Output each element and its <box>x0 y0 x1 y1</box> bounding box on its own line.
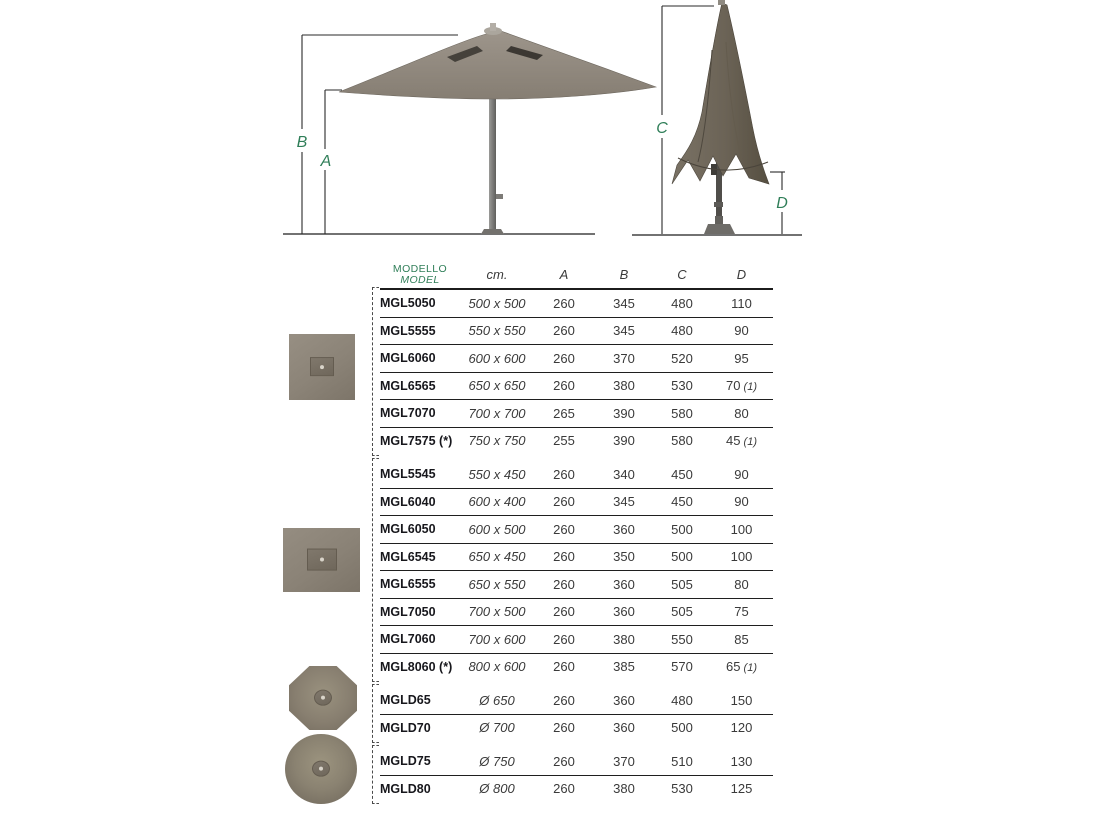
canopy-hub <box>312 761 330 777</box>
model-name: MGL5545 <box>380 467 436 482</box>
finial <box>490 23 496 31</box>
size-value: 650 x 550 <box>468 576 526 592</box>
dim-a-value: 260 <box>553 494 575 510</box>
dim-a-value: 260 <box>553 576 575 592</box>
dim-a-value: 260 <box>553 604 575 620</box>
umbrella-canopy <box>339 31 656 99</box>
header-b: B <box>619 267 629 282</box>
size-value: 700 x 500 <box>468 604 526 620</box>
dim-c-value: 480 <box>671 692 693 708</box>
model-name: MGL5050 <box>380 296 436 311</box>
dim-a-value: 260 <box>553 521 575 537</box>
dim-a-value: 260 <box>553 295 575 311</box>
model-name: MGL5555 <box>380 323 436 338</box>
dim-d-label: D <box>776 195 788 212</box>
dim-b-value: 380 <box>613 378 635 394</box>
table-row <box>380 345 773 373</box>
size-value: 500 x 500 <box>468 295 526 311</box>
header-modello: MODELLO <box>392 262 448 275</box>
table-row <box>380 544 773 572</box>
dim-a-value: 260 <box>553 466 575 482</box>
open-umbrella-diagram <box>283 23 656 234</box>
dim-b-value: 345 <box>613 295 635 311</box>
dim-b-value: 390 <box>613 405 635 421</box>
umbrella-base <box>481 229 504 234</box>
hub-dot <box>321 696 325 700</box>
dim-a-value: 260 <box>553 692 575 708</box>
dim-c-value: 580 <box>671 433 693 449</box>
dim-d-value: 65 (1) <box>726 659 757 675</box>
dim-d-value: 95 <box>734 350 749 366</box>
model-name: MGL6050 <box>380 522 436 537</box>
dim-c-value: 480 <box>671 295 693 311</box>
dim-b-value: 370 <box>613 350 635 366</box>
size-value: Ø 650 <box>479 692 515 708</box>
canopy-hub <box>310 357 334 376</box>
dim-b-value: 360 <box>613 576 635 592</box>
umbrella-top-view-octagon <box>289 666 357 730</box>
pole-clamp <box>714 202 723 207</box>
dim-c-value: 510 <box>671 753 693 769</box>
dim-b-value: 380 <box>613 781 635 797</box>
closed-base <box>704 224 735 234</box>
model-name: MGL7060 <box>380 632 436 647</box>
closed-finial <box>718 0 725 5</box>
closed-umbrella-diagram <box>632 0 802 235</box>
dim-c-value: 505 <box>671 576 693 592</box>
hub-dot <box>320 365 324 369</box>
dim-a-value: 255 <box>553 433 575 449</box>
dim-c-value: 570 <box>671 659 693 675</box>
model-name: MGL7575 (*) <box>380 433 453 448</box>
dim-b-value: 340 <box>613 466 635 482</box>
dim-b-value: 390 <box>613 433 635 449</box>
size-value: 600 x 600 <box>468 350 526 366</box>
dim-d-value: 45 (1) <box>726 433 757 449</box>
base-stem <box>715 216 723 225</box>
size-value: 700 x 700 <box>468 405 526 421</box>
spec-table <box>372 261 773 809</box>
crank-handle <box>496 194 503 199</box>
dim-b-value: 350 <box>613 549 635 565</box>
size-value: 550 x 550 <box>468 323 526 339</box>
dim-c-value: 480 <box>671 323 693 339</box>
dim-a-value: 260 <box>553 323 575 339</box>
size-value: 600 x 400 <box>468 494 526 510</box>
dim-a-value: 260 <box>553 549 575 565</box>
dim-d-value: 75 <box>734 604 749 620</box>
dim-c-value: 530 <box>671 781 693 797</box>
dim-a-label: A <box>320 153 332 170</box>
model-group-rectangle <box>380 461 773 680</box>
model-group-round <box>380 748 773 802</box>
footnote-mark: (1) <box>740 381 757 394</box>
dim-a-value: 260 <box>553 753 575 769</box>
dim-b-value: 360 <box>613 720 635 736</box>
umbrella-top-view-square <box>289 334 355 400</box>
model-column-header <box>380 264 460 286</box>
table-row <box>380 428 773 455</box>
size-value: Ø 700 <box>479 720 515 736</box>
model-name: MGL7050 <box>380 604 436 619</box>
size-value: 800 x 600 <box>468 659 526 675</box>
table-row <box>380 626 773 654</box>
umbrella-cover <box>672 3 769 184</box>
dim-d-value: 90 <box>734 466 749 482</box>
dim-c-value: 500 <box>671 720 693 736</box>
dim-d-value: 110 <box>731 295 752 311</box>
dim-c-label: C <box>656 120 668 137</box>
table-row <box>380 687 773 715</box>
canopy-hub <box>307 549 337 571</box>
hub-dot <box>320 558 324 562</box>
dim-b-value: 385 <box>613 659 635 675</box>
dim-d-value: 100 <box>730 521 753 537</box>
dim-b-value: 370 <box>613 753 635 769</box>
canopy-hub <box>314 690 332 706</box>
dim-d-value: 85 <box>734 631 749 647</box>
model-name: MGL6545 <box>380 549 436 564</box>
dim-d-value: 90 <box>734 323 749 339</box>
model-name: MGL8060 (*) <box>380 659 453 674</box>
dim-c-value: 500 <box>671 549 693 565</box>
table-row <box>380 516 773 544</box>
dim-b-value: 345 <box>613 323 635 339</box>
dim-b-value: 360 <box>613 521 635 537</box>
dim-d-value: 120 <box>730 720 753 736</box>
dim-d-value: 80 <box>734 576 749 592</box>
dim-b-value: 360 <box>613 604 635 620</box>
dim-a-value: 260 <box>553 631 575 647</box>
dim-b-value: 380 <box>613 631 635 647</box>
dim-a-value: 260 <box>553 781 575 797</box>
dim-a-value: 260 <box>553 350 575 366</box>
dim-d-value: 125 <box>730 781 753 797</box>
model-name: MGLD65 <box>380 693 431 708</box>
size-value: 650 x 650 <box>468 378 526 394</box>
dim-c-value: 550 <box>671 631 693 647</box>
table-row <box>380 571 773 599</box>
table-row <box>380 715 773 742</box>
umbrella-top-view-rectangle <box>283 528 360 592</box>
footnote-mark: (1) <box>740 436 757 449</box>
dim-d-value: 70 (1) <box>726 378 757 394</box>
model-name: MGLD75 <box>380 754 431 769</box>
umbrella-pole <box>489 92 496 232</box>
dim-a-value: 260 <box>553 378 575 394</box>
umbrella-top-view-round <box>285 734 357 804</box>
dim-c-value: 530 <box>671 378 693 394</box>
dim-c-value: 500 <box>671 521 693 537</box>
table-row <box>380 748 773 776</box>
dimension-diagrams <box>0 0 1100 250</box>
dim-c-value: 580 <box>671 405 693 421</box>
model-name: MGLD80 <box>380 781 431 796</box>
dim-b-label: B <box>296 134 308 151</box>
table-header <box>380 261 773 290</box>
table-row <box>380 489 773 517</box>
size-value: 550 x 450 <box>468 466 526 482</box>
dim-d-value: 80 <box>734 405 749 421</box>
table-body <box>380 290 773 802</box>
size-value: Ø 800 <box>479 781 515 797</box>
model-group-square <box>380 290 773 454</box>
dim-b-value: 345 <box>613 494 635 510</box>
header-a: A <box>559 267 569 282</box>
model-group-octagon <box>380 687 773 741</box>
model-name: MGLD70 <box>380 720 431 735</box>
dim-d-value: 130 <box>730 753 753 769</box>
hub-dot <box>319 767 323 771</box>
header-d: D <box>736 267 747 282</box>
table-row <box>380 290 773 318</box>
dim-c-value: 450 <box>671 494 693 510</box>
dim-b-value: 360 <box>613 692 635 708</box>
header-model: MODEL <box>400 273 440 286</box>
dim-a-value: 265 <box>553 405 575 421</box>
dim-d-value: 100 <box>730 549 753 565</box>
dim-d-value: 90 <box>734 494 749 510</box>
dim-c-value: 505 <box>671 604 693 620</box>
size-value: 700 x 600 <box>468 631 526 647</box>
table-row <box>380 654 773 681</box>
table-row <box>380 461 773 489</box>
table-row <box>380 373 773 401</box>
size-value: 600 x 500 <box>468 521 526 537</box>
size-value: Ø 750 <box>479 753 515 769</box>
size-value: 750 x 750 <box>468 433 526 449</box>
table-row <box>380 599 773 627</box>
model-name: MGL6565 <box>380 378 436 393</box>
model-name: MGL6040 <box>380 494 436 509</box>
header-cm: cm. <box>486 267 508 282</box>
model-name: MGL6060 <box>380 351 436 366</box>
table-row <box>380 776 773 803</box>
table-row <box>380 318 773 346</box>
dim-d-value: 150 <box>730 692 753 708</box>
model-name: MGL7070 <box>380 406 436 421</box>
footnote-mark: (1) <box>740 662 757 675</box>
size-value: 650 x 450 <box>468 549 526 565</box>
header-c: C <box>677 267 687 282</box>
dim-c-value: 450 <box>671 466 693 482</box>
dim-a-value: 260 <box>553 720 575 736</box>
table-row <box>380 400 773 428</box>
dim-c-value: 520 <box>671 350 693 366</box>
model-name: MGL6555 <box>380 577 436 592</box>
dim-a-value: 260 <box>553 659 575 675</box>
